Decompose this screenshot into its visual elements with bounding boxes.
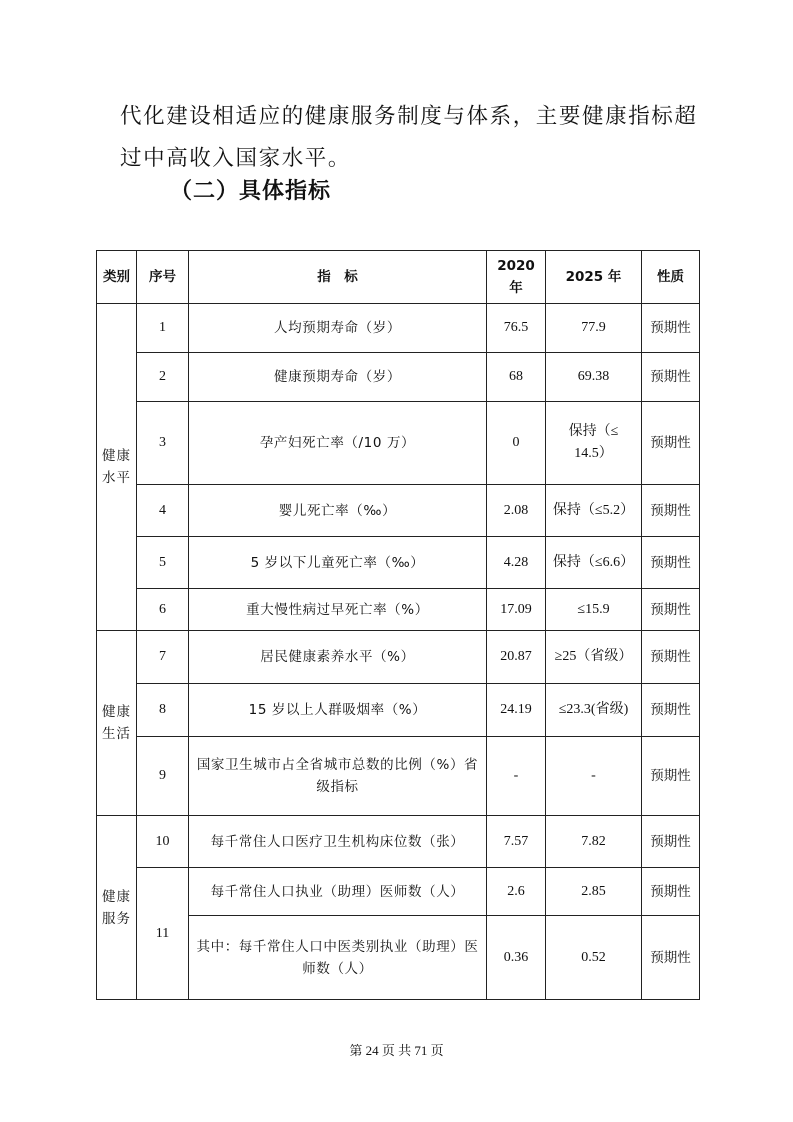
table-row <box>97 589 700 631</box>
row-value-2020: 20.87 <box>487 631 546 684</box>
row-value-2020: 2.6 <box>487 868 546 916</box>
row-indicator: 15 岁以上人群吸烟率（%） <box>189 684 487 737</box>
row-nature: 预期性 <box>642 402 700 485</box>
row-indicator: 重大慢性病过早死亡率（%） <box>189 589 487 631</box>
row-indicator: 每千常住人口执业（助理）医师数（人） <box>189 868 487 916</box>
page-footer: 第 24 页 共 71 页 <box>349 1043 444 1058</box>
row-indicator: 健康预期寿命（岁） <box>189 353 487 402</box>
row-seq: 5 <box>137 537 189 589</box>
header-seq: 序号 <box>137 251 189 304</box>
paragraph-line-1: 代化建设相适应的健康服务制度与体系，主要健康指标超 <box>120 104 698 129</box>
row-value-2025: 保持（≤5.2） <box>546 485 642 537</box>
row-value-2025: 保持（≤6.6） <box>546 537 642 589</box>
row-seq: 3 <box>137 402 189 485</box>
row-indicator: 孕产妇死亡率（/10 万） <box>189 402 487 485</box>
table-row <box>97 402 700 485</box>
row-value-2020: - <box>487 737 546 816</box>
row-nature: 预期性 <box>642 631 700 684</box>
row-value-2020: 24.19 <box>487 684 546 737</box>
row-nature: 预期性 <box>642 816 700 868</box>
row-value-2020: 2.08 <box>487 485 546 537</box>
row-value-2020: 7.57 <box>487 816 546 868</box>
row-value-2025: 77.9 <box>546 304 642 353</box>
row-indicator: 每千常住人口医疗卫生机构床位数（张） <box>189 816 487 868</box>
table-row <box>97 684 700 737</box>
row-value-2020: 0.36 <box>487 916 546 1000</box>
row-value-2025: 0.52 <box>546 916 642 1000</box>
row-nature: 预期性 <box>642 485 700 537</box>
table-header-row <box>97 251 700 304</box>
row-seq: 10 <box>137 816 189 868</box>
category-health-level: 健康 水平 <box>97 304 137 631</box>
table-row <box>97 353 700 402</box>
header-indicator: 指 标 <box>189 251 487 304</box>
row-indicator: 5 岁以下儿童死亡率（‰） <box>189 537 487 589</box>
row-nature: 预期性 <box>642 868 700 916</box>
table-row <box>97 537 700 589</box>
row-seq: 2 <box>137 353 189 402</box>
category-health-service: 健康 服务 <box>97 816 137 1000</box>
section-heading: （二）具体指标 <box>170 179 332 204</box>
row-seq: 8 <box>137 684 189 737</box>
row-seq: 1 <box>137 304 189 353</box>
row-value-2025: ≤23.3(省级) <box>546 684 642 737</box>
table-row <box>97 868 700 916</box>
row-indicator: 其中：每千常住人口中医类别执业（助理）医师数（人） <box>189 916 487 1000</box>
body-paragraph <box>120 96 698 180</box>
row-nature: 预期性 <box>642 684 700 737</box>
category-healthy-living: 健康 生活 <box>97 631 137 816</box>
row-nature: 预期性 <box>642 589 700 631</box>
row-value-2025: ≤15.9 <box>546 589 642 631</box>
row-seq: 11 <box>137 868 189 1000</box>
row-value-2020: 4.28 <box>487 537 546 589</box>
row-nature: 预期性 <box>642 304 700 353</box>
header-category: 类别 <box>97 251 137 304</box>
row-nature: 预期性 <box>642 353 700 402</box>
row-indicator: 国家卫生城市占全省城市总数的比例（%）省级指标 <box>189 737 487 816</box>
row-value-2025: ≥25（省级） <box>546 631 642 684</box>
indicator-table <box>96 250 700 1000</box>
header-nature: 性质 <box>642 251 700 304</box>
table-row <box>97 485 700 537</box>
table-row <box>97 631 700 684</box>
row-value-2020: 17.09 <box>487 589 546 631</box>
row-value-2025: 69.38 <box>546 353 642 402</box>
row-seq: 6 <box>137 589 189 631</box>
row-indicator: 人均预期寿命（岁） <box>189 304 487 353</box>
row-value-2025: 7.82 <box>546 816 642 868</box>
row-value-2025: 保持（≤ 14.5） <box>546 402 642 485</box>
row-value-2025: 2.85 <box>546 868 642 916</box>
header-2020: 2020 年 <box>487 251 546 304</box>
row-indicator: 婴儿死亡率（‰） <box>189 485 487 537</box>
table-row <box>97 816 700 868</box>
row-seq: 9 <box>137 737 189 816</box>
row-indicator: 居民健康素养水平（%） <box>189 631 487 684</box>
row-seq: 4 <box>137 485 189 537</box>
table-row <box>97 737 700 816</box>
paragraph-line-2: 过中高收入国家水平。 <box>120 146 352 171</box>
row-seq: 7 <box>137 631 189 684</box>
row-nature: 预期性 <box>642 537 700 589</box>
row-value-2025: - <box>546 737 642 816</box>
header-2025: 2025 年 <box>546 251 642 304</box>
row-value-2020: 0 <box>487 402 546 485</box>
row-nature: 预期性 <box>642 916 700 1000</box>
row-value-2020: 76.5 <box>487 304 546 353</box>
row-value-2020: 68 <box>487 353 546 402</box>
table-row <box>97 304 700 353</box>
row-nature: 预期性 <box>642 737 700 816</box>
